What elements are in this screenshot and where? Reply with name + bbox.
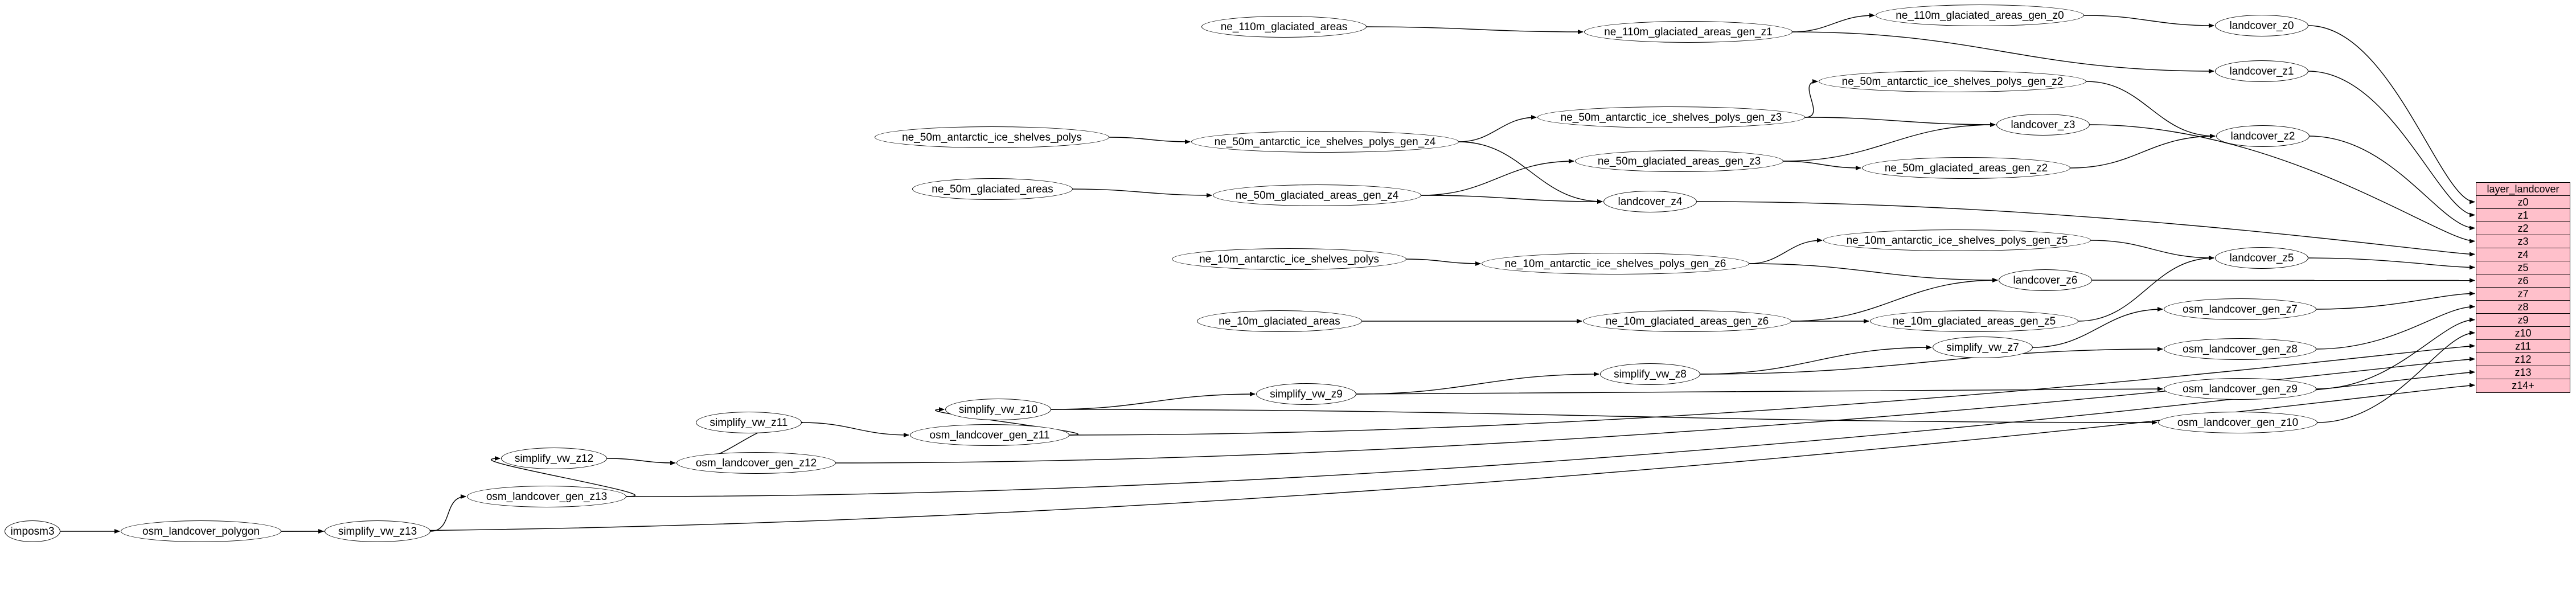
graph-node-label: imposm3	[10, 525, 55, 538]
graph-node-label: landcover_z4	[1618, 195, 1683, 208]
edge-simplify_vw_z10-to-osm_landcover_gen_z10	[1051, 409, 2157, 423]
graph-node-label: ne_10m_antarctic_ice_shelves_polys	[1199, 253, 1379, 265]
graph-node-landcover_z2[interactable]	[2216, 125, 2310, 147]
edge-ne_50m_antarctic_ice_shelves_polys_gen_z2-to-landcover_z2	[2086, 81, 2215, 136]
legend-row-z1[interactable]: z1	[2476, 209, 2570, 222]
legend-row-z6[interactable]: z6	[2476, 274, 2570, 288]
graph-node-label: simplify_vw_z9	[1270, 388, 1343, 400]
edge-simplify_vw_z8-to-osm_landcover_gen_z8	[1700, 349, 2163, 374]
graph-node-ne_50m_glaciated_areas_gen_z2[interactable]	[1862, 157, 2070, 179]
graph-node-label: osm_landcover_gen_z11	[929, 429, 1050, 441]
graph-node-simplify_vw_z7[interactable]	[1933, 337, 2033, 358]
graph-node-label: landcover_z2	[2230, 130, 2295, 142]
graph-node-simplify_vw_z9[interactable]	[1256, 383, 1356, 405]
graph-node-ne_110m_glaciated_areas_gen_z1[interactable]	[1584, 21, 1792, 43]
graph-node-osm_landcover_gen_z7[interactable]	[2164, 298, 2316, 320]
graph-node-simplify_vw_z8[interactable]	[1600, 363, 1700, 385]
edge-ne_10m_antarctic_ice_shelves_polys_gen_z6-to-ne_10m_antarctic_ice_shelves_polys_gen_z5	[1749, 240, 1822, 264]
graph-node-ne_50m_antarctic_ice_shelves_polys_gen_z4[interactable]	[1191, 131, 1459, 153]
edge-osm_landcover_gen_z9-to-legend	[2316, 320, 2475, 389]
edge-ne_50m_antarctic_ice_shelves_polys_gen_z3-to-landcover_z3	[1805, 117, 1995, 125]
graph-node-label: simplify_vw_z7	[1946, 341, 2019, 354]
graph-node-osm_landcover_gen_z12[interactable]	[676, 452, 836, 474]
edge-landcover_z4-to-legend	[1697, 202, 2475, 255]
edge-ne_110m_glaciated_areas_gen_z1-to-ne_110m_glaciated_areas_gen_z0	[1792, 15, 1874, 32]
graph-node-ne_50m_glaciated_areas_gen_z3[interactable]	[1575, 150, 1783, 172]
graph-node-label: osm_landcover_gen_z7	[2183, 303, 2298, 315]
legend-row-z8[interactable]: z8	[2476, 301, 2570, 314]
graph-node-ne_110m_glaciated_areas_gen_z0[interactable]	[1876, 5, 2084, 26]
graph-node-label: simplify_vw_z12	[514, 452, 594, 465]
legend-layer-landcover	[2476, 182, 2570, 393]
graph-node-label: osm_landcover_gen_z10	[2177, 416, 2299, 429]
graph-node-landcover_z3[interactable]	[1996, 114, 2090, 136]
edge-ne_110m_glaciated_areas_gen_z1-to-landcover_z1	[1792, 32, 2214, 71]
graph-node-label: ne_10m_glaciated_areas_gen_z6	[1605, 315, 1769, 327]
graph-node-label: ne_50m_antarctic_ice_shelves_polys_gen_z2	[1841, 75, 2064, 88]
graph-node-label: ne_10m_antarctic_ice_shelves_polys_gen_z6	[1504, 257, 1726, 270]
legend-row-z9[interactable]: z9	[2476, 314, 2570, 327]
legend-row-z0[interactable]: z0	[2476, 196, 2570, 209]
legend-row-z12[interactable]: z12	[2476, 353, 2570, 366]
edge-ne_10m_antarctic_ice_shelves_polys-to-ne_10m_antarctic_ice_shelves_polys_gen_z6	[1406, 259, 1480, 264]
graph-node-simplify_vw_z12[interactable]	[501, 448, 607, 469]
graph-node-ne_10m_glaciated_areas[interactable]	[1197, 310, 1362, 332]
graph-node-label: ne_50m_antarctic_ice_shelves_polys_gen_z3	[1560, 111, 1782, 124]
graph-node-ne_50m_glaciated_areas_gen_z4[interactable]	[1213, 184, 1421, 206]
graph-node-label: osm_landcover_gen_z12	[695, 457, 817, 469]
edge-simplify_vw_z10-to-simplify_vw_z9	[1051, 394, 1255, 409]
graph-node-landcover_z1[interactable]	[2215, 60, 2308, 82]
legend-row-z14+[interactable]: z14+	[2476, 379, 2570, 392]
edge-ne_50m_glaciated_areas-to-ne_50m_glaciated_areas_gen_z4	[1073, 189, 1212, 195]
graph-node-ne_110m_glaciated_areas[interactable]	[1201, 16, 1367, 38]
graph-node-osm_landcover_gen_z13[interactable]	[467, 486, 626, 507]
legend-row-z11[interactable]: z11	[2476, 340, 2570, 353]
graph-node-ne_50m_antarctic_ice_shelves_polys_gen_z3[interactable]	[1537, 106, 1805, 128]
graph-node-simplify_vw_z10[interactable]	[945, 399, 1051, 420]
graph-node-osm_landcover_gen_z8[interactable]	[2164, 338, 2316, 360]
legend-row-z4[interactable]: z4	[2476, 248, 2570, 261]
graph-node-simplify_vw_z13[interactable]	[325, 520, 430, 542]
edge-ne_50m_antarctic_ice_shelves_polys_gen_z4-to-landcover_z4	[1459, 142, 1602, 202]
edge-landcover_z5-to-legend	[2308, 258, 2475, 268]
graph-node-label: ne_50m_antarctic_ice_shelves_polys	[902, 131, 1082, 143]
graph-node-label: ne_110m_glaciated_areas_gen_z1	[1604, 26, 1773, 38]
graph-node-label: osm_landcover_polygon	[142, 525, 260, 538]
graph-node-imposm3[interactable]	[5, 520, 60, 542]
edge-landcover_z6-to-legend	[2092, 280, 2475, 281]
legend-row-z13[interactable]: z13	[2476, 366, 2570, 379]
edge-simplify_vw_z11-to-osm_landcover_gen_z11	[802, 423, 909, 435]
graph-node-label: simplify_vw_z11	[709, 416, 788, 429]
graph-node-ne_10m_antarctic_ice_shelves_polys_gen_z5[interactable]	[1823, 229, 2091, 251]
graph-node-osm_landcover_gen_z10[interactable]	[2158, 412, 2317, 433]
graph-node-ne_50m_antarctic_ice_shelves_polys_gen_z2[interactable]	[1819, 71, 2086, 92]
graph-node-label: landcover_z5	[2229, 252, 2294, 264]
graph-node-landcover_z0[interactable]	[2215, 15, 2308, 36]
legend-row-z10[interactable]: z10	[2476, 327, 2570, 340]
graph-node-label: ne_50m_glaciated_areas_gen_z4	[1235, 189, 1399, 202]
graph-node-label: ne_110m_glaciated_areas	[1220, 20, 1348, 33]
graph-node-label: ne_10m_glaciated_areas	[1219, 315, 1340, 327]
edge-ne_110m_glaciated_areas_gen_z0-to-landcover_z0	[2084, 15, 2214, 26]
graph-node-label: ne_110m_glaciated_areas_gen_z0	[1896, 9, 2064, 22]
graph-node-osm_landcover_gen_z11[interactable]	[910, 424, 1069, 446]
graph-node-label: ne_10m_antarctic_ice_shelves_polys_gen_z5	[1846, 234, 2068, 247]
edge-ne_50m_glaciated_areas_gen_z3-to-ne_50m_glaciated_areas_gen_z2	[1783, 161, 1861, 168]
graph-node-simplify_vw_z11[interactable]	[696, 412, 802, 433]
edge-ne_50m_glaciated_areas_gen_z2-to-landcover_z2	[2070, 136, 2215, 168]
edge-landcover_z0-to-legend	[2308, 26, 2475, 202]
graph-node-label: ne_50m_glaciated_areas_gen_z2	[1884, 162, 2048, 174]
edge-ne_110m_glaciated_areas-to-ne_110m_glaciated_areas_gen_z1	[1367, 27, 1583, 32]
edge-osm_landcover_polygon-to-legend	[281, 383, 2475, 532]
edge-ne_50m_glaciated_areas_gen_z4-to-ne_50m_glaciated_areas_gen_z3	[1421, 161, 1574, 195]
graph-node-osm_landcover_polygon[interactable]	[121, 520, 281, 542]
edge-landcover_z2-to-legend	[2310, 136, 2475, 228]
graph-node-ne_10m_antarctic_ice_shelves_polys_gen_z6[interactable]	[1482, 253, 1749, 274]
edge-ne_50m_antarctic_ice_shelves_polys-to-ne_50m_antarctic_ice_shelves_polys_gen_z4	[1109, 137, 1190, 142]
edge-ne_50m_glaciated_areas_gen_z3-to-landcover_z3	[1783, 125, 1995, 161]
graph-node-label: landcover_z0	[2229, 19, 2294, 32]
edge-simplify_vw_z8-to-simplify_vw_z7	[1700, 347, 1931, 374]
graph-node-label: osm_landcover_gen_z9	[2183, 383, 2298, 395]
graph-node-label: simplify_vw_z10	[958, 403, 1038, 416]
edge-ne_10m_antarctic_ice_shelves_polys_gen_z6-to-landcover_z6	[1749, 264, 1997, 280]
graph-node-label: osm_landcover_gen_z13	[486, 490, 608, 503]
edge-ne_50m_antarctic_ice_shelves_polys_gen_z3-to-ne_50m_antarctic_ice_shelves_polys_gen_z2	[1805, 81, 1818, 117]
legend-row-z5[interactable]: z5	[2476, 261, 2570, 274]
graph-node-ne_10m_antarctic_ice_shelves_polys[interactable]	[1172, 248, 1406, 270]
graph-node-ne_50m_glaciated_areas[interactable]	[912, 178, 1073, 200]
edge-simplify_vw_z9-to-osm_landcover_gen_z9	[1356, 389, 2163, 394]
graph-node-ne_50m_antarctic_ice_shelves_polys[interactable]	[875, 126, 1109, 148]
legend-title: layer_landcover	[2476, 183, 2570, 196]
graph-node-landcover_z4[interactable]	[1603, 191, 1697, 212]
legend-row-z2[interactable]: z2	[2476, 222, 2570, 235]
graph-node-landcover_z5[interactable]	[2215, 247, 2308, 269]
legend-row-z3[interactable]: z3	[2476, 235, 2570, 248]
graph-node-label: ne_50m_glaciated_areas	[932, 183, 1053, 195]
graph-node-label: ne_10m_glaciated_areas_gen_z5	[1892, 315, 2056, 327]
graph-node-label: osm_landcover_gen_z8	[2183, 343, 2298, 355]
graph-node-label: simplify_vw_z8	[1614, 368, 1687, 380]
edge-osm_landcover_gen_z8-to-legend	[2316, 307, 2475, 350]
edge-simplify_vw_z12-to-osm_landcover_gen_z12	[607, 458, 675, 463]
edge-osm_landcover_gen_z7-to-legend	[2316, 294, 2475, 310]
graph-node-ne_10m_glaciated_areas_gen_z6[interactable]	[1583, 310, 1791, 332]
graph-node-label: simplify_vw_z13	[338, 525, 417, 538]
legend-row-z7[interactable]: z7	[2476, 288, 2570, 301]
graph-node-label: ne_50m_antarctic_ice_shelves_polys_gen_z4	[1214, 136, 1436, 148]
edge-osm_landcover_gen_z10-to-legend	[2317, 333, 2475, 423]
graph-node-label: landcover_z6	[2013, 274, 2078, 286]
graph-node-osm_landcover_gen_z9[interactable]	[2164, 378, 2316, 400]
graph-node-landcover_z6[interactable]	[1999, 269, 2092, 291]
graph-node-label: landcover_z3	[2011, 118, 2075, 131]
edge-landcover_z1-to-legend	[2308, 71, 2475, 215]
edge-simplify_vw_z9-to-simplify_vw_z8	[1356, 374, 1599, 394]
graph-node-label: ne_50m_glaciated_areas_gen_z3	[1597, 155, 1761, 167]
graph-node-ne_10m_glaciated_areas_gen_z5[interactable]	[1870, 310, 2078, 332]
graph-node-label: landcover_z1	[2229, 65, 2294, 77]
edge-ne_50m_antarctic_ice_shelves_polys_gen_z4-to-ne_50m_antarctic_ice_shelves_polys_gen_z3	[1459, 117, 1536, 142]
edge-ne_50m_glaciated_areas_gen_z4-to-landcover_z4	[1421, 195, 1602, 202]
edge-ne_10m_antarctic_ice_shelves_polys_gen_z5-to-landcover_z5	[2091, 240, 2214, 258]
edge-simplify_vw_z13-to-osm_landcover_gen_z13	[430, 497, 466, 531]
